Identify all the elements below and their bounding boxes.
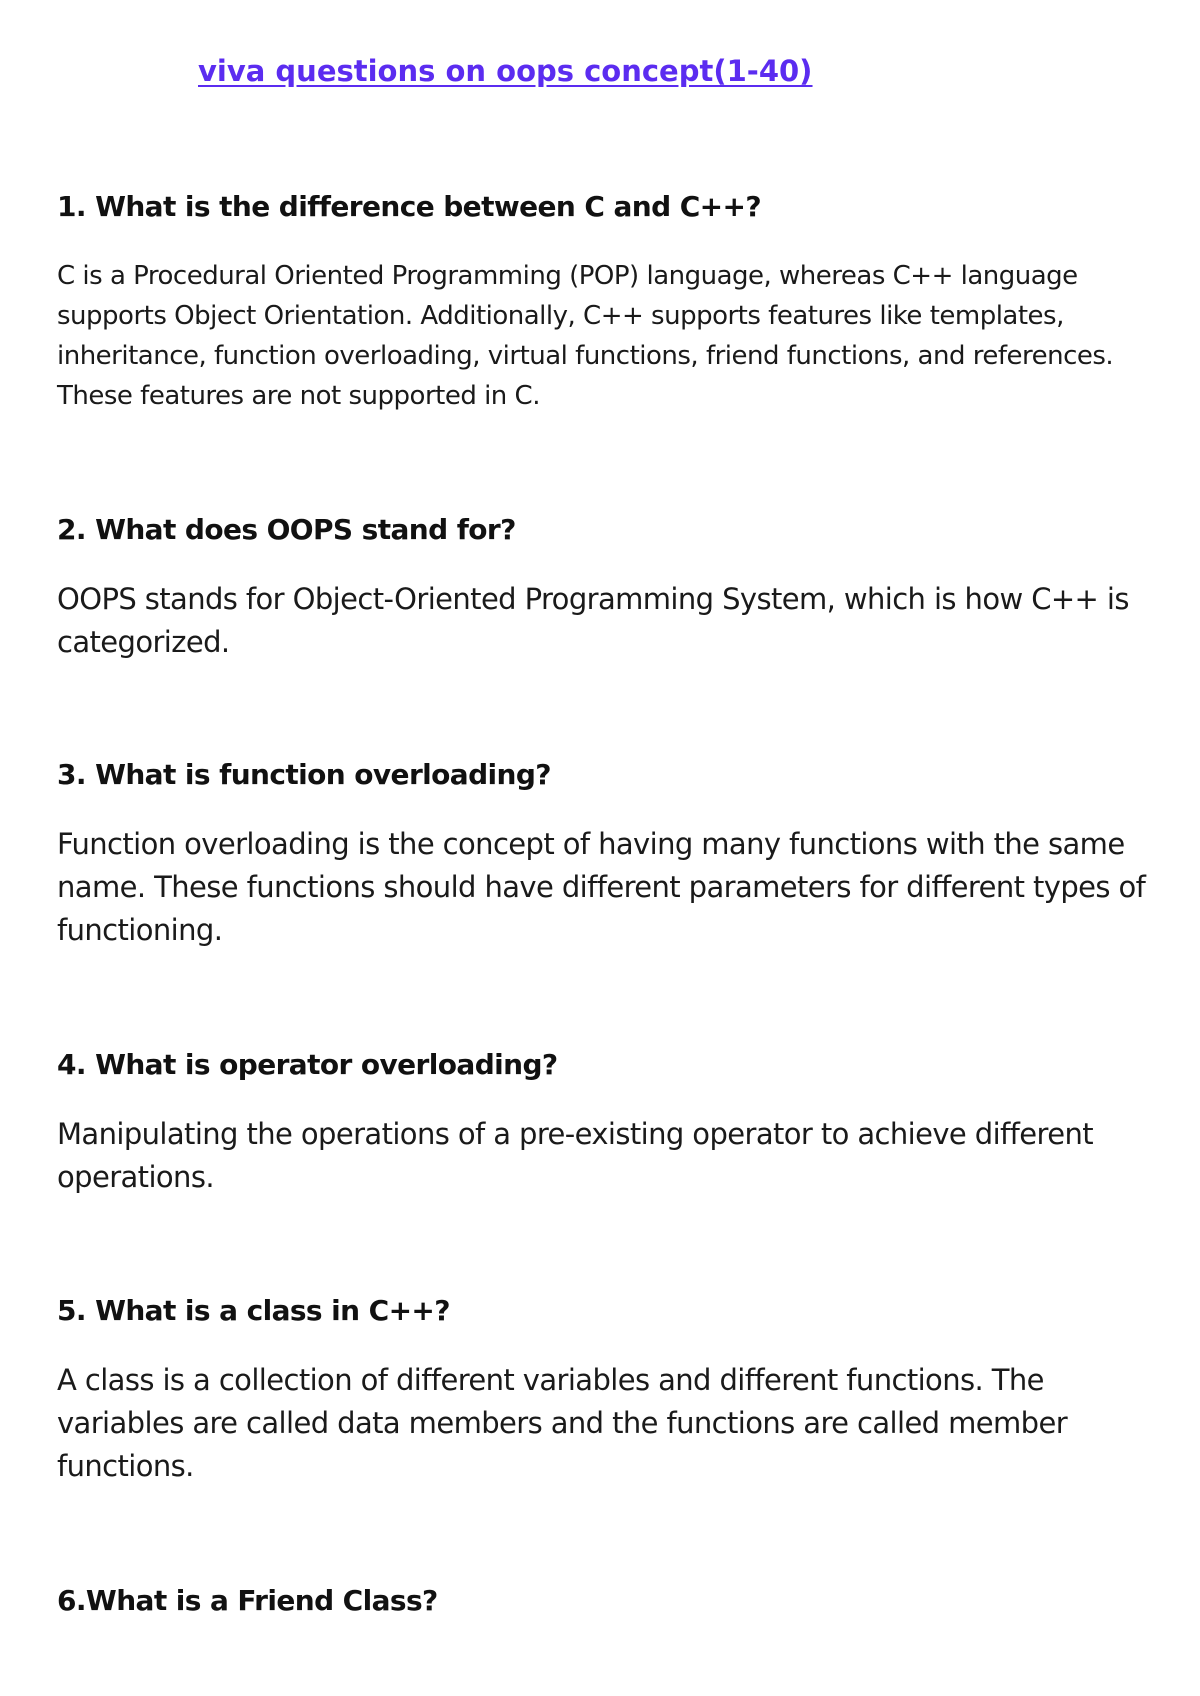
answer-3: Function overloading is the concept of having many functions with the same name. These functions should have different parameters for different types of functioning. [57,827,1146,947]
question-2: 2. What does OOPS stand for? [57,513,516,546]
question-5: 5. What is a class in C++? [57,1294,450,1327]
question-6: 6.What is a Friend Class? [57,1584,438,1617]
answer-2: OOPS stands for Object-Oriented Programming System, which is how C++ is categorized. [57,582,1129,659]
answer-1: C is a Procedural Oriented Programming (POP) language, whereas C++ language supports Object Orientation. Additionally, C++ supports features like templates, inheritance, function overloading, virtual functions, friend functions, and references. These features are not supported in C. [57,261,1114,411]
answer-4: Manipulating the operations of a pre-existing operator to achieve different operations. [57,1117,1094,1194]
answer-5: A class is a collection of different variables and different functions. The variables are called data members and the functions are called member functions. [57,1363,1068,1483]
question-4: 4. What is operator overloading? [57,1048,558,1081]
question-1: 1. What is the difference between C and C++? [57,190,762,223]
document-title [198,54,812,88]
title-link[interactable]: viva questions on oops concept(1-40) [198,54,813,88]
question-3: 3. What is function overloading? [57,758,551,791]
